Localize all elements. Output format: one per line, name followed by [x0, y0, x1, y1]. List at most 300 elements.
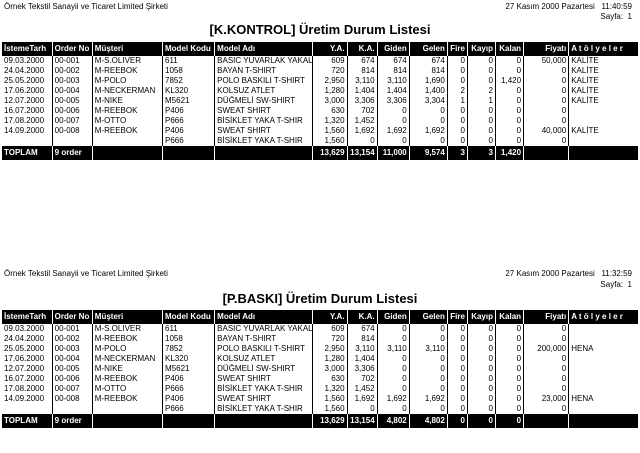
cell-sent: 0: [377, 374, 409, 384]
cell-request-date: [2, 136, 52, 146]
report-title: [P.BASKI] Üretim Durum Listesi: [222, 291, 418, 306]
col-header-price: Fiyatı: [524, 310, 569, 324]
cell-loss: 0: [467, 344, 495, 354]
cell-model-name: BİSİKLET YAKA T-SHIR: [215, 404, 313, 414]
total-customer: [92, 414, 162, 428]
cell-ka: 702: [347, 106, 377, 116]
cell-model-code: P406: [163, 374, 215, 384]
cell-model-name: BİSİKLET YAKA T-SHIR: [215, 384, 313, 394]
cell-received: 3,304: [409, 96, 447, 106]
total-received: 9,574: [409, 146, 447, 160]
col-header-order-no: Order No: [52, 42, 92, 56]
cell-workshops: [569, 384, 638, 394]
cell-order-no: 00-005: [52, 364, 92, 374]
cell-sent: 0: [377, 404, 409, 414]
col-header-sent: Giden: [377, 310, 409, 324]
cell-ya: 1,320: [313, 384, 347, 394]
cell-workshops: HENA: [569, 344, 638, 354]
col-header-remaining: Kalan: [495, 42, 523, 56]
cell-request-date: 14.09.2000: [4, 394, 45, 403]
cell-sent: 0: [377, 354, 409, 364]
report-date: 27 Kasım 2000 Pazartesi 11:32:59: [505, 269, 632, 278]
cell-waste: 0: [447, 344, 467, 354]
col-header-price: Fiyatı: [524, 42, 569, 56]
total-model-name: [215, 146, 313, 160]
cell-ya: 1,560: [313, 136, 347, 146]
cell-customer: M-NECKERMAN: [92, 86, 162, 96]
cell-model-code: 1058: [163, 66, 215, 76]
cell-model-code: P666: [163, 136, 215, 146]
cell-ka: 814: [347, 334, 377, 344]
total-workshops: [569, 146, 638, 160]
table-row: [2, 106, 638, 116]
cell-price: 0: [524, 374, 569, 384]
total-order-no: 9 order: [52, 414, 92, 428]
cell-received: 3,110: [409, 344, 447, 354]
table-row: [2, 364, 638, 374]
cell-workshops: KALİTE: [569, 56, 638, 66]
cell-ya: 1,560: [313, 126, 347, 136]
cell-price: 0: [524, 404, 569, 414]
cell-ka: 3,110: [347, 76, 377, 86]
cell-loss: 0: [467, 384, 495, 394]
cell-price: 0: [524, 116, 569, 126]
cell-model-code: KL320: [163, 86, 215, 96]
cell-order-no: 00-002: [52, 334, 92, 344]
cell-ya: 1,280: [313, 86, 347, 96]
col-header-received: Gelen: [409, 310, 447, 324]
cell-order-no: 00-003: [52, 344, 92, 354]
cell-customer: M-NIKE: [92, 364, 162, 374]
col-header-request-date: İstemeTarh: [2, 310, 52, 324]
cell-model-name: BİSİKLET YAKA T-SHIR: [215, 136, 313, 146]
cell-ka: 0: [347, 136, 377, 146]
cell-model-code: P666: [163, 116, 215, 126]
cell-received: 0: [409, 106, 447, 116]
total-received: 4,802: [409, 414, 447, 428]
total-waste: 3: [447, 146, 467, 160]
cell-workshops: HENA: [569, 394, 638, 404]
cell-model-name: BASIC YUVARLAK YAKAL: [215, 324, 313, 334]
cell-order-no: [52, 404, 92, 414]
cell-ya: 1,560: [313, 394, 347, 404]
col-header-model-name: Model Adı: [215, 310, 313, 324]
cell-received: 674: [409, 56, 447, 66]
cell-customer: M-REEBOK: [92, 374, 162, 384]
cell-sent: 1,692: [377, 126, 409, 136]
total-model-code: [163, 414, 215, 428]
cell-loss: 0: [467, 116, 495, 126]
cell-model-code: 7852: [163, 76, 215, 86]
total-ya: 13,629: [313, 414, 347, 428]
cell-workshops: KALİTE: [569, 86, 638, 96]
cell-ka: 1,692: [347, 394, 377, 404]
cell-waste: 0: [447, 126, 467, 136]
cell-model-code: 7852: [163, 344, 215, 354]
cell-order-no: 00-004: [52, 86, 92, 96]
cell-model-code: M5621: [163, 364, 215, 374]
total-row: [2, 146, 638, 160]
cell-workshops: [569, 136, 638, 146]
cell-request-date: 25.05.2000: [4, 344, 45, 353]
cell-waste: 1: [447, 96, 467, 106]
cell-waste: 0: [447, 334, 467, 344]
cell-sent: 0: [377, 136, 409, 146]
total-ka: 13,154: [347, 414, 377, 428]
cell-loss: 0: [467, 76, 495, 86]
table-row: [2, 136, 638, 146]
cell-remaining: 0: [495, 364, 523, 374]
cell-received: 0: [409, 374, 447, 384]
total-remaining: 0: [495, 414, 523, 428]
header-row: [2, 42, 638, 56]
cell-loss: 0: [467, 354, 495, 364]
page-number: Sayfa: 1: [600, 280, 632, 289]
col-header-ya: Y.A.: [313, 310, 347, 324]
cell-sent: 3,110: [377, 344, 409, 354]
cell-model-name: BAYAN T-SHIRT: [215, 66, 313, 76]
table-row: [2, 384, 638, 394]
cell-waste: 0: [447, 76, 467, 86]
cell-ya: 720: [313, 334, 347, 344]
cell-sent: 0: [377, 384, 409, 394]
cell-remaining: 0: [495, 116, 523, 126]
cell-price: 0: [524, 136, 569, 146]
cell-sent: 0: [377, 324, 409, 334]
cell-remaining: 1,420: [495, 76, 523, 86]
total-workshops: [569, 414, 638, 428]
cell-remaining: 0: [495, 384, 523, 394]
cell-received: 0: [409, 324, 447, 334]
col-header-ka: K.A.: [347, 42, 377, 56]
cell-workshops: KALİTE: [569, 76, 638, 86]
cell-remaining: 0: [495, 86, 523, 96]
cell-request-date: 24.04.2000: [4, 334, 45, 343]
cell-request-date: 14.09.2000: [4, 126, 45, 135]
cell-order-no: 00-002: [52, 66, 92, 76]
cell-customer: M-POLO: [92, 344, 162, 354]
cell-received: 1,692: [409, 126, 447, 136]
cell-customer: M-REEBOK: [92, 126, 162, 136]
cell-customer: [92, 404, 162, 414]
total-loss: 3: [467, 146, 495, 160]
cell-model-name: DÜĞMELİ SW-SHIRT: [215, 96, 313, 106]
cell-request-date: 09.03.2000: [4, 324, 45, 333]
total-price: [524, 146, 569, 160]
cell-workshops: [569, 116, 638, 126]
cell-customer: [92, 136, 162, 146]
cell-ka: 674: [347, 324, 377, 334]
cell-remaining: 0: [495, 56, 523, 66]
cell-remaining: 0: [495, 136, 523, 146]
cell-order-no: 00-007: [52, 116, 92, 126]
cell-order-no: 00-007: [52, 384, 92, 394]
cell-model-code: 611: [163, 56, 215, 66]
cell-model-name: BAYAN T-SHIRT: [215, 334, 313, 344]
header-row: [2, 310, 638, 324]
table-row: [2, 344, 638, 354]
cell-model-name: KOLSUZ ATLET: [215, 354, 313, 364]
total-order-no: 9 order: [52, 146, 92, 160]
cell-price: 0: [524, 354, 569, 364]
total-loss: 0: [467, 414, 495, 428]
col-header-customer: Müşteri: [92, 310, 162, 324]
cell-remaining: 0: [495, 106, 523, 116]
cell-loss: 0: [467, 56, 495, 66]
cell-waste: 0: [447, 374, 467, 384]
cell-remaining: 0: [495, 324, 523, 334]
cell-ya: 609: [313, 324, 347, 334]
col-header-workshops: A t ö l y e l e r: [569, 42, 638, 56]
cell-model-code: KL320: [163, 354, 215, 364]
cell-ya: 630: [313, 106, 347, 116]
cell-workshops: [569, 374, 638, 384]
cell-ya: 609: [313, 56, 347, 66]
company-name: Örnek Tekstil Sanayii ve Ticaret Limited Şirketi: [4, 2, 168, 11]
cell-model-name: BASIC YUVARLAK YAKAL: [215, 56, 313, 66]
cell-remaining: 0: [495, 126, 523, 136]
cell-price: 0: [524, 96, 569, 106]
cell-model-name: DÜĞMELİ SW-SHIRT: [215, 364, 313, 374]
total-ya: 13,629: [313, 146, 347, 160]
cell-received: 0: [409, 364, 447, 374]
cell-remaining: 0: [495, 354, 523, 364]
cell-model-name: SWEAT SHIRT: [215, 394, 313, 404]
table-row: [2, 404, 638, 414]
cell-ya: 3,000: [313, 364, 347, 374]
cell-received: 0: [409, 354, 447, 364]
cell-model-code: M5621: [163, 96, 215, 106]
production-table: [2, 42, 638, 160]
table-row: [2, 76, 638, 86]
total-waste: 0: [447, 414, 467, 428]
cell-ka: 0: [347, 404, 377, 414]
cell-model-code: P666: [163, 404, 215, 414]
cell-customer: M-NECKERMAN: [92, 354, 162, 364]
cell-request-date: 17.08.2000: [4, 116, 45, 125]
col-header-workshops: A t ö l y e l e r: [569, 310, 638, 324]
cell-model-name: SWEAT SHIRT: [215, 374, 313, 384]
cell-order-no: [52, 136, 92, 146]
cell-received: 0: [409, 404, 447, 414]
cell-price: 0: [524, 364, 569, 374]
col-header-waste: Fire: [447, 42, 467, 56]
table-row: [2, 324, 638, 334]
cell-request-date: 16.07.2000: [4, 106, 45, 115]
cell-sent: 1,404: [377, 86, 409, 96]
col-header-loss: Kayıp: [467, 310, 495, 324]
cell-ka: 1,452: [347, 384, 377, 394]
cell-remaining: 0: [495, 66, 523, 76]
cell-model-code: P406: [163, 394, 215, 404]
cell-workshops: [569, 364, 638, 374]
cell-price: 50,000: [524, 56, 569, 66]
cell-waste: 0: [447, 364, 467, 374]
cell-price: 23,000: [524, 394, 569, 404]
cell-waste: 0: [447, 106, 467, 116]
cell-waste: 0: [447, 354, 467, 364]
cell-waste: 0: [447, 404, 467, 414]
table-row: [2, 116, 638, 126]
col-header-ka: K.A.: [347, 310, 377, 324]
cell-loss: 0: [467, 394, 495, 404]
cell-request-date: 12.07.2000: [4, 96, 45, 105]
col-header-received: Gelen: [409, 42, 447, 56]
cell-order-no: 00-006: [52, 106, 92, 116]
total-ka: 13,154: [347, 146, 377, 160]
cell-request-date: 16.07.2000: [4, 374, 45, 383]
cell-workshops: [569, 324, 638, 334]
cell-model-code: 1058: [163, 334, 215, 344]
cell-waste: 0: [447, 116, 467, 126]
cell-sent: 674: [377, 56, 409, 66]
cell-ka: 1,404: [347, 354, 377, 364]
cell-price: 0: [524, 106, 569, 116]
page-number: Sayfa: 1: [600, 12, 632, 21]
cell-received: 0: [409, 136, 447, 146]
total-request-date: TOPLAM: [2, 146, 52, 160]
cell-loss: 0: [467, 404, 495, 414]
cell-loss: 0: [467, 126, 495, 136]
cell-ka: 702: [347, 374, 377, 384]
production-table: [2, 310, 638, 428]
cell-ya: 1,560: [313, 404, 347, 414]
cell-ka: 3,306: [347, 364, 377, 374]
col-header-sent: Giden: [377, 42, 409, 56]
cell-model-name: POLO BASKILI T-SHIRT: [215, 344, 313, 354]
cell-sent: 0: [377, 106, 409, 116]
col-header-remaining: Kalan: [495, 310, 523, 324]
cell-model-code: 611: [163, 324, 215, 334]
cell-waste: 0: [447, 66, 467, 76]
cell-loss: 0: [467, 106, 495, 116]
cell-request-date: [2, 404, 52, 414]
total-sent: 11,000: [377, 146, 409, 160]
cell-sent: 3,306: [377, 96, 409, 106]
cell-model-code: P666: [163, 384, 215, 394]
total-request-date: TOPLAM: [2, 414, 52, 428]
cell-sent: 1,692: [377, 394, 409, 404]
cell-workshops: [569, 404, 638, 414]
cell-request-date: 12.07.2000: [4, 364, 45, 373]
cell-loss: 0: [467, 66, 495, 76]
cell-waste: 0: [447, 384, 467, 394]
report-title: [K.KONTROL] Üretim Durum Listesi: [209, 22, 431, 37]
cell-loss: 0: [467, 364, 495, 374]
cell-sent: 814: [377, 66, 409, 76]
col-header-customer: Müşteri: [92, 42, 162, 56]
cell-ka: 3,306: [347, 96, 377, 106]
cell-remaining: 0: [495, 374, 523, 384]
cell-request-date: 25.05.2000: [4, 76, 45, 85]
cell-model-name: BİSİKLET YAKA T-SHIR: [215, 116, 313, 126]
cell-received: 1,400: [409, 86, 447, 96]
cell-received: 0: [409, 334, 447, 344]
col-header-model-code: Model Kodu: [163, 42, 215, 56]
cell-customer: M-NIKE: [92, 96, 162, 106]
cell-price: 0: [524, 384, 569, 394]
cell-order-no: 00-003: [52, 76, 92, 86]
cell-price: 0: [524, 66, 569, 76]
table-row: [2, 354, 638, 364]
cell-waste: 0: [447, 136, 467, 146]
cell-ya: 1,320: [313, 116, 347, 126]
cell-price: 200,000: [524, 344, 569, 354]
col-header-request-date: İstemeTarh: [2, 42, 52, 56]
cell-workshops: [569, 354, 638, 364]
cell-workshops: [569, 106, 638, 116]
cell-request-date: 17.08.2000: [4, 384, 45, 393]
cell-price: 40,000: [524, 126, 569, 136]
cell-ka: 1,692: [347, 126, 377, 136]
cell-workshops: KALİTE: [569, 126, 638, 136]
cell-remaining: 0: [495, 404, 523, 414]
report-date: 27 Kasım 2000 Pazartesi 11:40:59: [505, 2, 632, 11]
cell-request-date: 24.04.2000: [4, 66, 45, 75]
cell-customer: M-REEBOK: [92, 394, 162, 404]
cell-model-name: KOLSUZ ATLET: [215, 86, 313, 96]
table-row: [2, 56, 638, 66]
table-row: [2, 86, 638, 96]
cell-waste: 2: [447, 86, 467, 96]
cell-ya: 2,950: [313, 344, 347, 354]
total-remaining: 1,420: [495, 146, 523, 160]
col-header-model-code: Model Kodu: [163, 310, 215, 324]
cell-customer: M-S.OLIVER: [92, 324, 162, 334]
cell-workshops: KALİTE: [569, 66, 638, 76]
table-row: [2, 66, 638, 76]
cell-order-no: 00-001: [52, 56, 92, 66]
cell-model-code: P406: [163, 106, 215, 116]
cell-remaining: 0: [495, 334, 523, 344]
cell-ka: 674: [347, 56, 377, 66]
cell-customer: M-REEBOK: [92, 106, 162, 116]
cell-customer: M-OTTO: [92, 116, 162, 126]
cell-price: 0: [524, 76, 569, 86]
table-row: [2, 374, 638, 384]
cell-customer: M-REEBOK: [92, 334, 162, 344]
cell-order-no: 00-006: [52, 374, 92, 384]
cell-order-no: 00-001: [52, 324, 92, 334]
cell-ka: 3,110: [347, 344, 377, 354]
cell-loss: 1: [467, 96, 495, 106]
cell-request-date: 09.03.2000: [4, 56, 45, 65]
col-header-model-name: Model Adı: [215, 42, 313, 56]
cell-sent: 3,110: [377, 76, 409, 86]
cell-loss: 0: [467, 334, 495, 344]
col-header-order-no: Order No: [52, 310, 92, 324]
col-header-waste: Fire: [447, 310, 467, 324]
cell-waste: 0: [447, 324, 467, 334]
cell-order-no: 00-005: [52, 96, 92, 106]
cell-request-date: 17.06.2000: [4, 86, 45, 95]
cell-order-no: 00-008: [52, 126, 92, 136]
cell-loss: 0: [467, 324, 495, 334]
cell-customer: M-S.OLIVER: [92, 56, 162, 66]
cell-customer: M-POLO: [92, 76, 162, 86]
cell-remaining: 0: [495, 96, 523, 106]
cell-customer: M-REEBOK: [92, 66, 162, 76]
cell-sent: 0: [377, 334, 409, 344]
cell-model-code: P406: [163, 126, 215, 136]
total-model-name: [215, 414, 313, 428]
cell-ka: 1,404: [347, 86, 377, 96]
cell-ya: 1,280: [313, 354, 347, 364]
company-name: Örnek Tekstil Sanayii ve Ticaret Limited Şirketi: [4, 269, 168, 278]
cell-waste: 0: [447, 56, 467, 66]
cell-loss: 0: [467, 374, 495, 384]
total-model-code: [163, 146, 215, 160]
